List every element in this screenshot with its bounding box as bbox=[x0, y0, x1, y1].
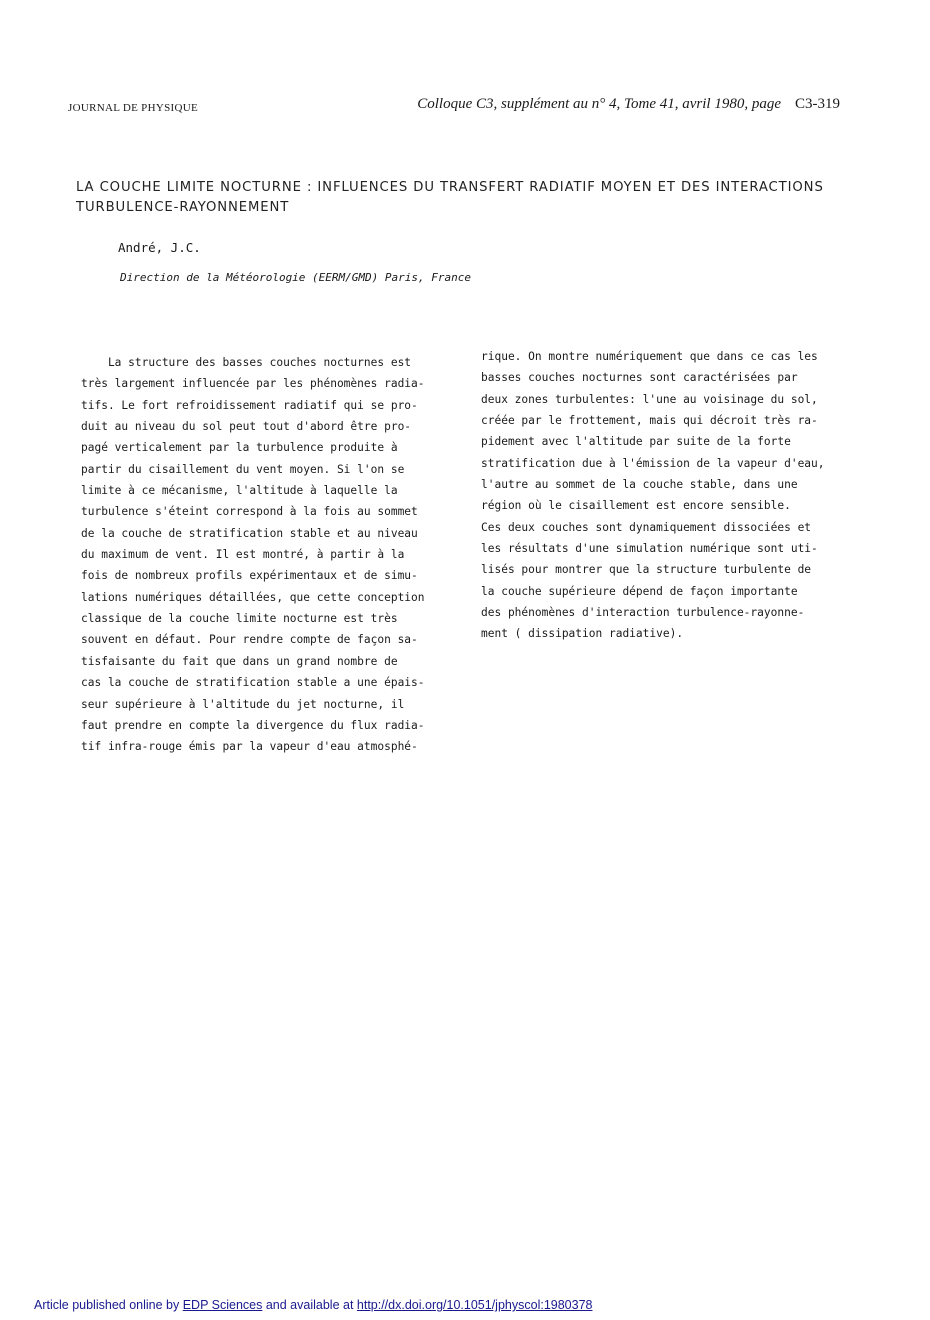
text-line: cas la couche de stratification stable a une épais- bbox=[81, 676, 425, 690]
doi-link[interactable]: http://dx.doi.org/10.1051/jphyscol:1980378 bbox=[356, 1298, 593, 1312]
text-line: ment ( dissipation radiative). bbox=[481, 627, 684, 641]
text-line: stratification due à l'émission de la vapeur d'eau, bbox=[481, 456, 825, 470]
text-line: fois de nombreux profils expérimentaux et de simu- bbox=[81, 569, 418, 583]
text-line: faut prendre en compte la divergence du flux radia- bbox=[81, 718, 425, 732]
abstract-right-column bbox=[481, 346, 825, 645]
footer-middle: and available at bbox=[262, 1298, 357, 1312]
text-line: turbulence s'éteint correspond à la fois au sommet bbox=[81, 505, 418, 519]
journal-name: JOURNAL DE PHYSIQUE bbox=[68, 102, 198, 114]
text-line: La structure des basses couches nocturnes est bbox=[81, 356, 412, 369]
text-line: tisfaisante du fait que dans un grand nombre de bbox=[81, 654, 398, 668]
text-line: lisés pour montrer que la structure turbulente de bbox=[481, 563, 812, 577]
text-line: seur supérieure à l'altitude du jet nocturne, il bbox=[81, 697, 405, 711]
text-line: pidement avec l'altitude par suite de la forte bbox=[481, 435, 791, 449]
text-line: Ces deux couches sont dynamiquement dissociées et bbox=[481, 520, 812, 534]
text-line: limite à ce mécanisme, l'altitude à laquelle la bbox=[81, 484, 398, 498]
authors: André, J.C. bbox=[118, 240, 201, 255]
text-line: région où le cisaillement est encore sensible. bbox=[481, 499, 791, 513]
text-line: pagé verticalement par la turbulence produite à bbox=[81, 441, 398, 455]
text-line: du maximum de vent. Il est montré, à partir à la bbox=[81, 548, 405, 562]
text-line: souvent en défaut. Pour rendre compte de façon sa- bbox=[81, 633, 418, 647]
abstract-left-column bbox=[81, 352, 425, 758]
text-line: deux zones turbulentes: l'une au voisinage du sol, bbox=[481, 392, 818, 406]
text-line: partir du cisaillement du vent moyen. Si l'on se bbox=[81, 462, 405, 476]
publisher-link[interactable]: EDP Sciences bbox=[182, 1298, 263, 1312]
citation-text: Colloque C3, supplément au n° 4, Tome 41, avril 1980, page bbox=[417, 96, 781, 112]
text-line: de la couche de stratification stable et au niveau bbox=[81, 526, 418, 540]
text-line: lations numériques détaillées, que cette conception bbox=[81, 590, 425, 604]
page-number: C3-319 bbox=[795, 96, 840, 112]
text-line: basses couches nocturnes sont caractérisées par bbox=[481, 371, 798, 385]
citation-header bbox=[417, 96, 840, 113]
text-line: classique de la couche limite nocturne est très bbox=[81, 612, 398, 626]
text-line: créée par le frottement, mais qui décroit très ra- bbox=[481, 414, 818, 428]
title-line-2: TURBULENCE-RAYONNEMENT bbox=[76, 200, 290, 215]
text-line: très largement influencée par les phénomènes radia- bbox=[81, 377, 425, 391]
title-line-1: LA COUCHE LIMITE NOCTURNE : INFLUENCES DU TRANSFERT RADIATIF MOYEN ET DES INTERACTIONS bbox=[76, 180, 824, 195]
text-line: des phénomènes d'interaction turbulence-rayonne- bbox=[481, 606, 805, 620]
text-line: l'autre au sommet de la couche stable, dans une bbox=[481, 478, 798, 492]
text-line: duit au niveau du sol peut tout d'abord être pro- bbox=[81, 420, 412, 434]
footer-notice bbox=[34, 1298, 592, 1312]
text-line: tif infra-rouge émis par la vapeur d'eau atmosphé- bbox=[81, 740, 418, 754]
footer-prefix: Article published online by bbox=[34, 1298, 183, 1312]
text-line: rique. On montre numériquement que dans ce cas les bbox=[481, 350, 818, 363]
text-line: tifs. Le fort refroidissement radiatif qui se pro- bbox=[81, 398, 418, 412]
text-line: la couche supérieure dépend de façon importante bbox=[481, 584, 798, 598]
paper-title bbox=[76, 178, 836, 218]
affiliation: Direction de la Météorologie (EERM/GMD) Paris, France bbox=[120, 271, 471, 284]
text-line: les résultats d'une simulation numérique sont uti- bbox=[481, 542, 818, 556]
